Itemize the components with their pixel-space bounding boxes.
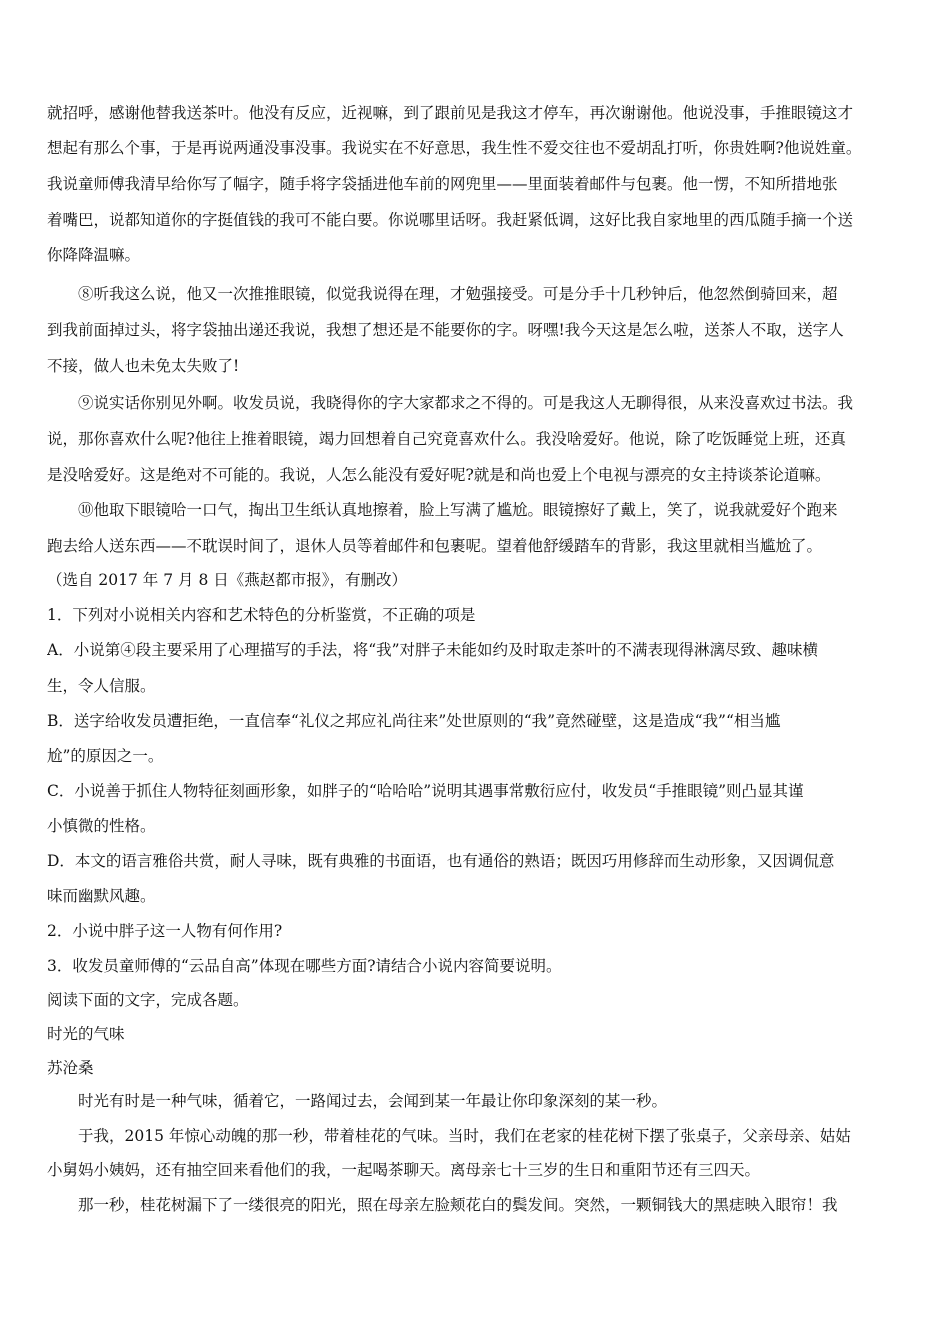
text-line: 不接，做人也未免太失败了! [47,357,240,375]
text-line: 到我前面掉过头，将字袋抽出递还我说，我想了想还是不能要你的字。呀嘿!我今天这是怎么啦，送茶人不取，送字人 [47,321,844,339]
text-line: 你降降温嘛。 [47,246,141,264]
option-a-cont: 生，令人信服。 [47,677,156,695]
question-3: 3．收发员童师傅的“云品自高”体现在哪些方面?请结合小说内容简要说明。 [47,957,562,975]
paragraph-9-start: ⑨说实话你别见外啊。收发员说，我晓得你的字大家都求之不得的。可是我这人无聊得很，从来没喜欢过书法。我 [78,394,854,412]
text-line: 说，那你喜欢什么呢?他往上推着眼镜，竭力回想着自己究竟喜欢什么。我没啥爱好。他说，除了吃饭睡觉上班，还真 [47,430,846,448]
option-c: C．小说善于抓住人物特征刻画形象，如胖子的“哈哈哈”说明其遇事常敷衍应付，收发员“手推眼镜”则凸显其谨 [47,782,804,800]
text-line: 着嘴巴，说都知道你的字挺值钱的我可不能白要。你说哪里话呀。我赶紧低调，这好比我自家地里的西瓜随手摘一个送 [47,211,854,229]
article-paragraph-3: 那一秒，桂花树漏下了一缕很亮的阳光，照在母亲左脸颊花白的鬓发间。突然，一颗铜钱大的黑痣映入眼帘！我 [78,1196,838,1214]
reading-instruction: 阅读下面的文字，完成各题。 [47,991,249,1009]
paragraph-10-start: ⑩他取下眼镜哈一口气，掏出卫生纸认真地擦着，脸上写满了尴尬。眼镜擦好了戴上，笑了，说我就爱好个跑来 [78,501,838,519]
text-line: 是没啥爱好。这是绝对不可能的。我说，人怎么能没有爱好呢?就是和尚也爱上个电视与漂亮的女主持谈茶论道嘛。 [47,466,831,484]
text-line: 想起有那么个事，于是再说两通没事没事。我说实在不好意思，我生性不爱交往也不爱胡乱打听，你贵姓啊?他说姓童。 [47,139,862,157]
option-c-cont: 小慎微的性格。 [47,817,156,835]
question-1: 1．下列对小说相关内容和艺术特色的分析鉴赏，不正确的项是 [47,606,476,624]
option-b-cont: 尬”的原因之一。 [47,747,164,765]
question-2: 2．小说中胖子这一人物有何作用? [47,922,283,940]
option-a: A．小说第④段主要采用了心理描写的手法，将“我”对胖子未能如约及时取走茶叶的不满表现得淋漓尽致、趣味横 [47,641,819,659]
source-note: （选自 2017 年 7 月 8 日《燕赵都市报》，有删改） [47,571,407,589]
article-title: 时光的气味 [47,1025,125,1043]
text-line: 就招呼，感谢他替我送茶叶。他没有反应，近视嘛，到了跟前见是我这才停车，再次谢谢他。他说没事，手推眼镜这才 [47,104,854,122]
article-paragraph-2: 于我，2015 年惊心动魄的那一秒，带着桂花的气味。当时，我们在老家的桂花树下摆了张桌子，父亲母亲、姑姑 [78,1127,851,1145]
text-line: 跑去给人送东西——不耽误时间了，退休人员等着邮件和包裹呢。望着他舒缓踏车的背影，我这里就相当尴尬了。 [47,537,823,555]
article-author: 苏沧桑 [47,1059,94,1077]
text-line: 小舅妈小姨妈，还有抽空回来看他们的我，一起喝茶聊天。离母亲七十三岁的生日和重阳节还有三四天。 [47,1161,761,1179]
option-d: D．本文的语言雅俗共赏，耐人寻味，既有典雅的书面语，也有通俗的熟语；既因巧用修辞而生动形象，又因调侃意 [47,852,835,870]
option-d-cont: 味而幽默风趣。 [47,887,156,905]
paragraph-8-start: ⑧听我这么说，他又一次推推眼镜，似觉我说得在理，才勉强接受。可是分手十几秒钟后，他忽然倒骑回来，超 [78,285,838,303]
text-line: 我说童师傅我清早给你写了幅字，随手将字袋插进他车前的网兜里——里面装着邮件与包裹。他一愣，不知所措地张 [47,175,838,193]
option-b: B．送字给收发员遭拒绝，一直信奉“礼仪之邦应礼尚往来”处世原则的“我”竟然碰壁，这是造成“我”“相当尴 [47,712,781,730]
article-paragraph-1: 时光有时是一种气味，循着它，一路闻过去，会闻到某一年最让你印象深刻的某一秒。 [78,1092,668,1110]
